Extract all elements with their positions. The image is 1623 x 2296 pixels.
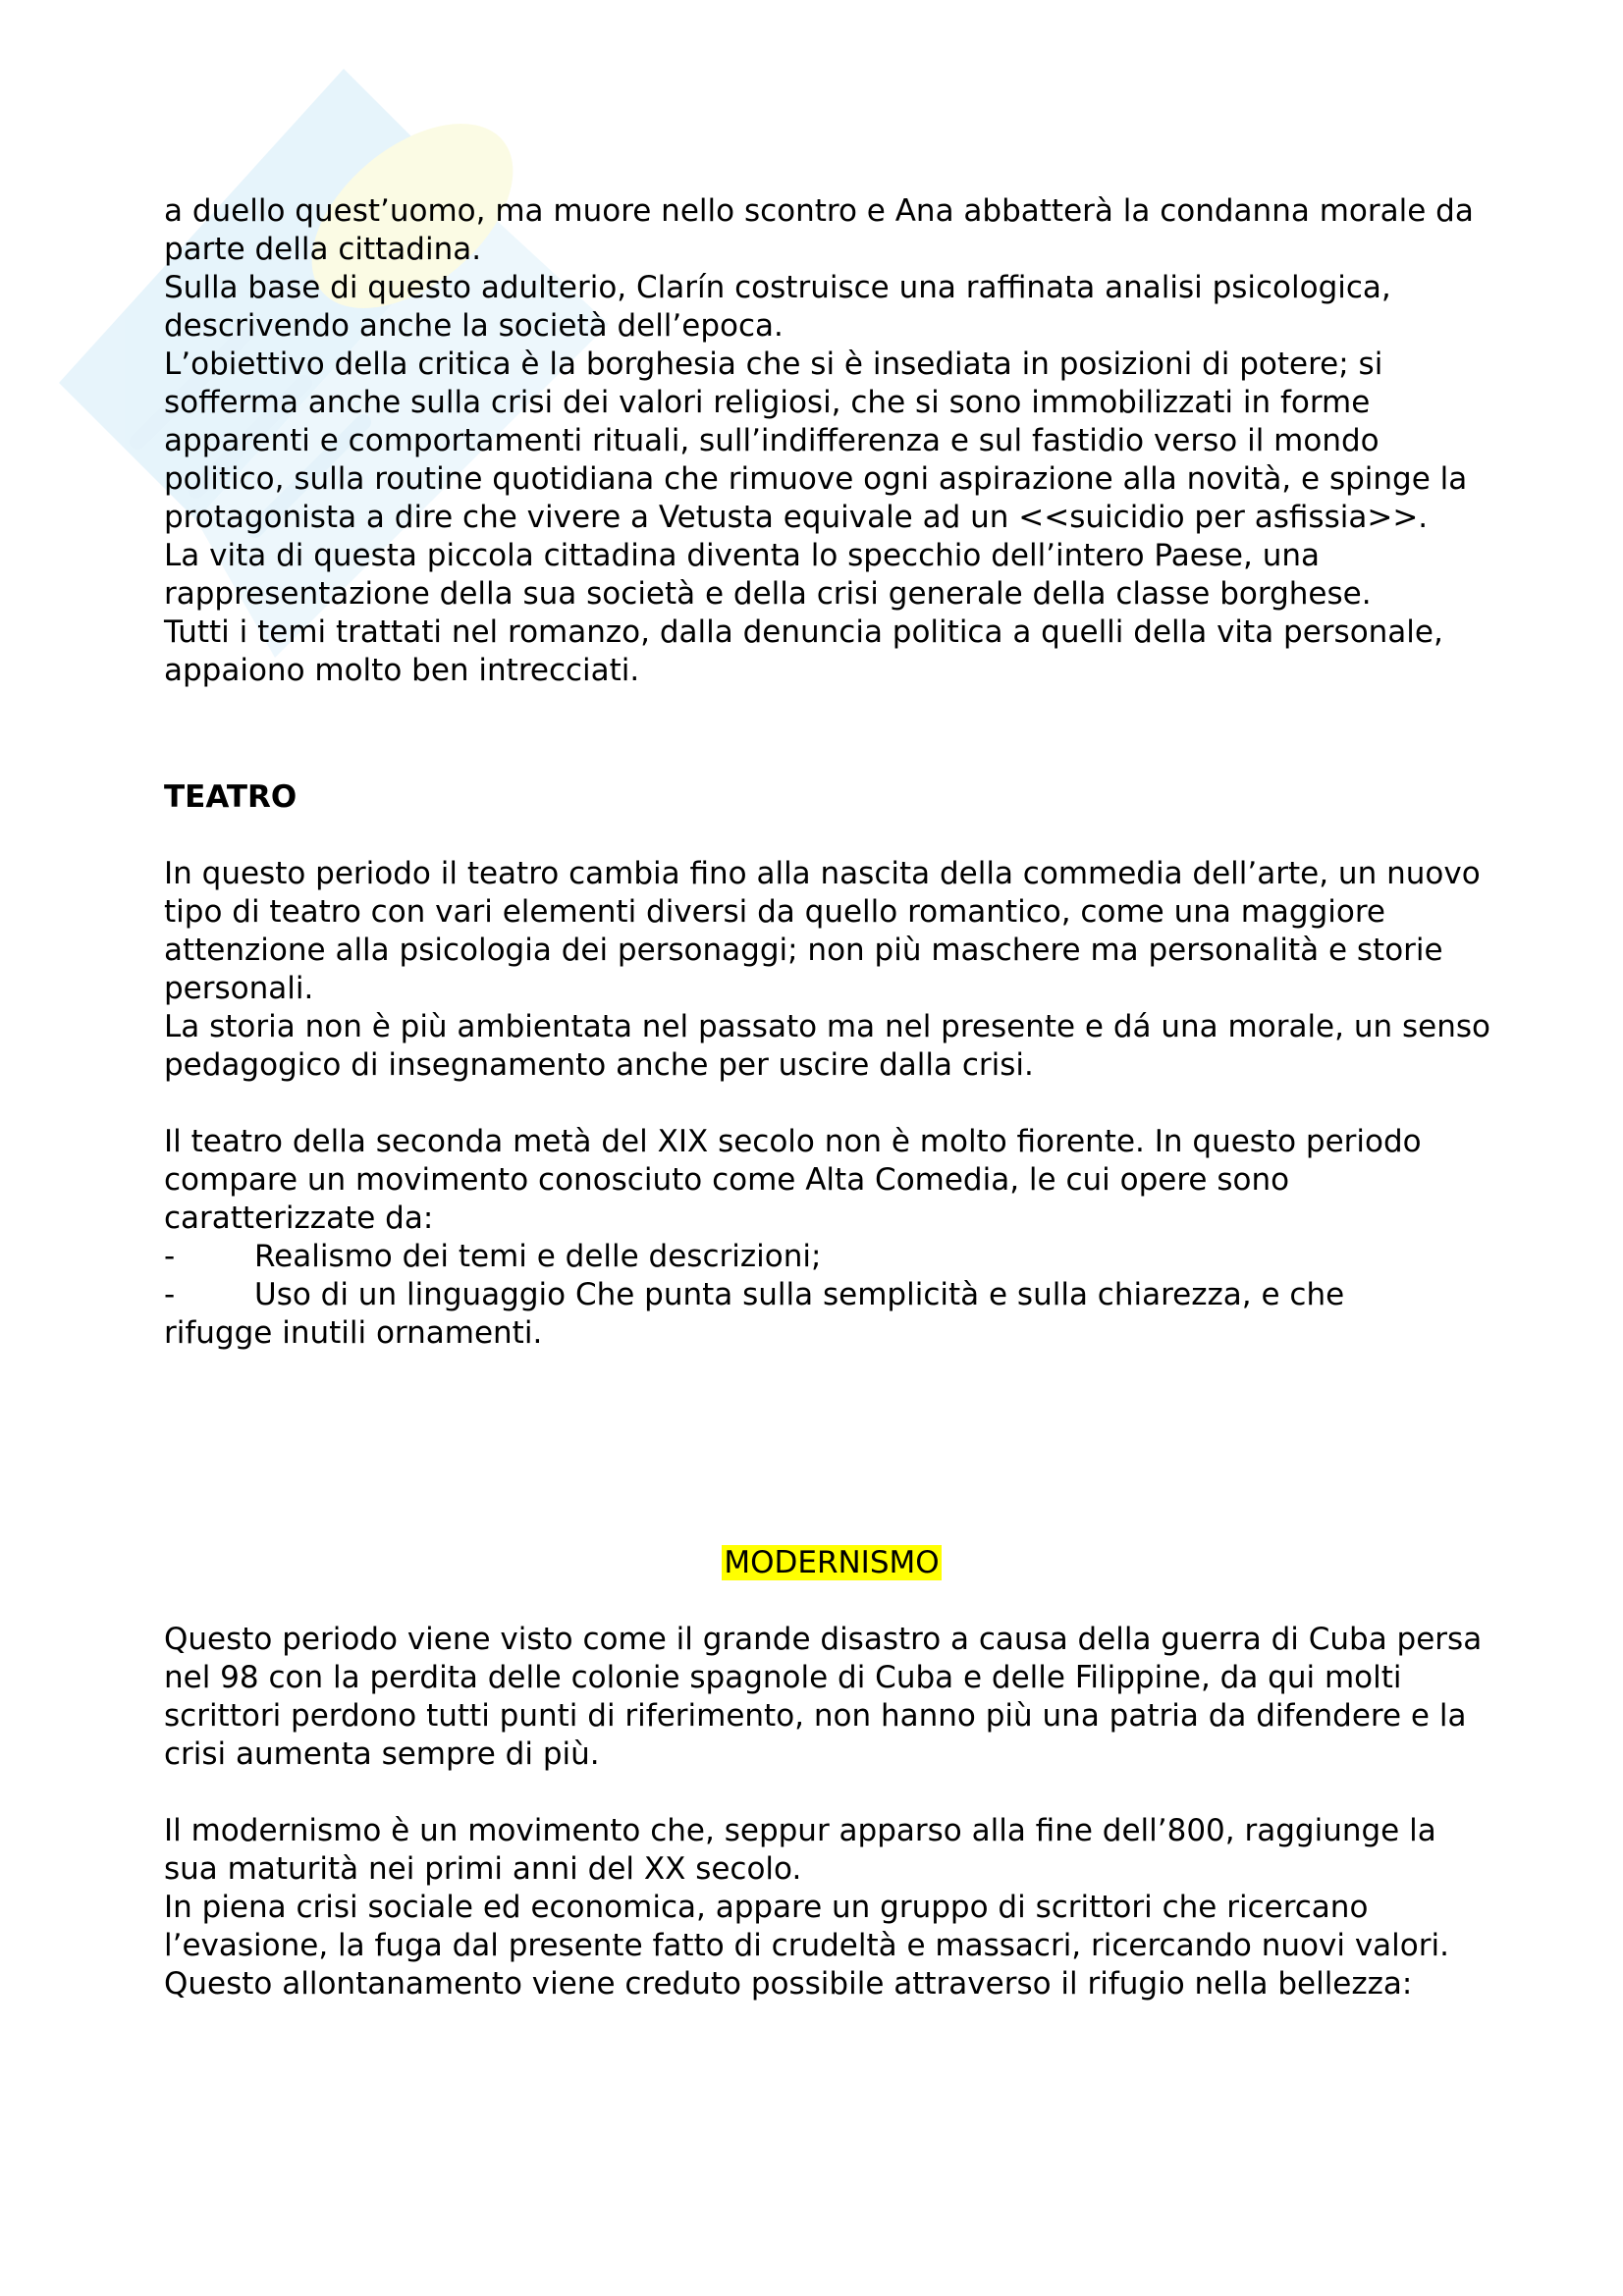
list-item-continuation: rifugge inutili ornamenti. — [164, 1315, 543, 1351]
paragraph: Questo allontanamento viene creduto possibile attraverso il rifugio nella bellezza: — [164, 1966, 1413, 2002]
paragraph: Questo periodo viene visto come il grande disastro a causa della guerra di Cuba persa nel 98 con la perdita delle colonie spagnole di Cuba e delle Filippine, da qui molti scrittori perdono tutti punti di riferimento, non hanno più una patria da difendere e la crisi aumenta sempre di più. — [164, 1622, 1483, 1772]
paragraph: Il teatro della seconda metà del XIX secolo non è molto fiorente. In questo periodo compare un movimento conosciuto come Alta Comedia, le cui opere sono caratterizzate da: — [164, 1124, 1422, 1236]
paragraph: Sulla base di questo adulterio, Clarín costruisce una raffinata analisi psicologica, descrivendo anche la società dell’epoca. — [164, 270, 1391, 344]
paragraph: In piena crisi sociale ed economica, appare un gruppo di scrittori che ricercano l’evasione, la fuga dal presente fatto di crudeltà e massacri, ricercando nuovi valori. — [164, 1890, 1449, 1963]
list-item — [164, 1276, 1499, 1314]
paragraph: Il modernismo è un movimento che, seppur apparso alla fine dell’800, raggiunge la sua maturità nei primi anni del XX secolo. — [164, 1813, 1436, 1887]
paragraph: Tutti i temi trattati nel romanzo, dalla denuncia politica a quelli della vita personale, appaiono molto ben intrecciati. — [164, 614, 1443, 688]
paragraph: a duello quest’uomo, ma muore nello scontro e Ana abbatterà la condanna morale da parte della cittadina. — [164, 193, 1474, 267]
paragraph: La storia non è più ambientata nel passato ma nel presente e dá una morale, un senso pedagogico di insegnamento anche per uscire dalla crisi. — [164, 1009, 1490, 1083]
list-item — [164, 1238, 1499, 1276]
section-heading-modernismo: MODERNISMO — [724, 1545, 940, 1580]
paragraph: La vita di questa piccola cittadina diventa lo specchio dell’intero Paese, una rappresentazione della sua società e della crisi generale della classe borghese. — [164, 538, 1372, 612]
list-item-text: Realismo dei temi e delle descrizioni; — [254, 1239, 822, 1274]
section-heading-teatro: TEATRO — [164, 779, 298, 815]
document-body — [164, 192, 1499, 2003]
section-heading-modernismo-wrapper — [164, 1544, 1499, 1582]
list-bullet: - — [164, 1239, 176, 1274]
paragraph: L’obiettivo della critica è la borghesia che si è insediata in posizioni di potere; si sofferma anche sulla crisi dei valori religiosi, che si sono immobilizzati in forme apparenti e comportamenti rituali, sull’indifferenza e sul fastidio verso il mondo politico, sulla routine quotidiana che rimuove ogni aspirazione alla novità, e spinge la protagonista a dire che vivere a Vetusta equivale ad un <<suicidio per asfissia>>. — [164, 347, 1468, 535]
list-bullet: - — [164, 1277, 176, 1312]
paragraph: In questo periodo il teatro cambia fino alla nascita della commedia dell’arte, un nuovo tipo di teatro con vari elementi diversi da quello romantico, come una maggiore attenzione alla psicologia dei personaggi; non più maschere ma personalità e storie personali. — [164, 856, 1481, 1006]
list-item-text: Uso di un linguaggio Che punta sulla semplicità e sulla chiarezza, e che — [254, 1277, 1345, 1312]
